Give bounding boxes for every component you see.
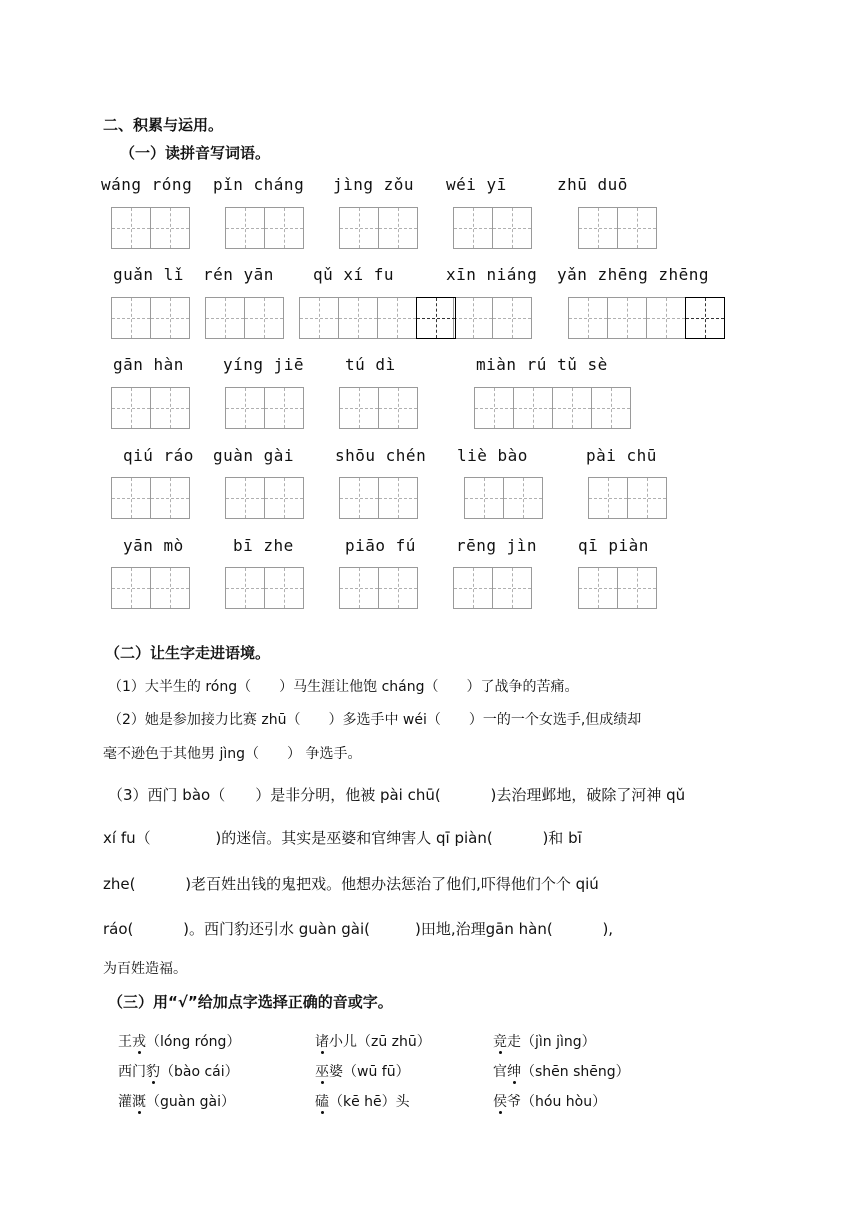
part2-title: （二）让生字走进语境。 [105, 644, 271, 662]
sentence-3c: zhe( )老百姓出钱的鬼把戏。他想办法惩治了他们,吓得他们个个 qiú [103, 875, 599, 893]
pinyin-label: yǎn zhēng zhēng [557, 265, 709, 284]
pinyin-label: guàn gài [213, 446, 295, 465]
sentence-3a: （3）西门 bào（ ）是非分明，他被 pài chū( )去治理邺地，破除了河神 qǔ [108, 786, 686, 804]
pinyin-label: pǐn cháng [213, 175, 305, 194]
sentence-2b: 毫不逊色于其他男 jìng（ ） 争选手。 [103, 746, 362, 762]
choice-item: 灌溉（guàn gài） [118, 1094, 236, 1110]
writing-grid[interactable] [474, 387, 631, 429]
pinyin-label: bī zhe [233, 536, 294, 555]
writing-grid[interactable] [339, 207, 418, 249]
writing-grid[interactable] [299, 297, 456, 339]
writing-grid[interactable] [225, 387, 304, 429]
choice-item: 王戎（lóng róng） [118, 1034, 241, 1050]
writing-grid[interactable] [111, 297, 190, 339]
sentence-3b: xí fu（ )的迷信。其实是巫婆和官绅害人 qī piàn( )和 bī [103, 829, 582, 847]
pinyin-label: wáng róng [101, 175, 193, 194]
writing-grid[interactable] [339, 477, 418, 519]
pinyin-label: liè bào [457, 446, 528, 465]
pinyin-label: piāo fú [345, 536, 416, 555]
pinyin-label: rén yān [203, 265, 274, 284]
pinyin-label: shōu chén [335, 446, 427, 465]
writing-grid[interactable] [339, 387, 418, 429]
writing-grid[interactable] [453, 207, 532, 249]
writing-grid[interactable] [205, 297, 284, 339]
writing-grid[interactable] [453, 567, 532, 609]
pinyin-label: xīn niáng [446, 265, 538, 284]
writing-grid[interactable] [464, 477, 543, 519]
pinyin-label: miàn rú tǔ sè [476, 355, 608, 374]
writing-grid[interactable] [453, 297, 532, 339]
writing-grid[interactable] [225, 477, 304, 519]
sentence-3d: ráo( )。西门豹还引水 guàn gài( )田地,治理gān hàn( ), [103, 920, 614, 938]
pinyin-label: jìng zǒu [333, 175, 415, 194]
part1-title: （一）读拼音写词语。 [120, 144, 271, 162]
pinyin-label: yíng jiē [223, 355, 305, 374]
pinyin-label: qǔ xí fu [313, 265, 395, 284]
pinyin-label: yān mò [123, 536, 184, 555]
part3-title: （三）用“√”给加点字选择正确的音或字。 [108, 993, 393, 1011]
sentence-3e: 为百姓造福。 [103, 961, 187, 977]
choice-item: 竞走（jìn jìng） [493, 1034, 596, 1050]
pinyin-label: rēng jìn [456, 536, 538, 555]
writing-grid[interactable] [339, 567, 418, 609]
pinyin-label: zhū duō [557, 175, 628, 194]
choice-item: 官绅（shēn shēng） [493, 1064, 630, 1080]
pinyin-label: qī piàn [578, 536, 649, 555]
writing-grid[interactable] [225, 567, 304, 609]
choice-item: 磕（kē hē）头 [315, 1094, 410, 1110]
writing-grid[interactable] [111, 207, 190, 249]
pinyin-label: tú dì [345, 355, 396, 374]
choice-item: 诸小儿（zū zhū） [315, 1034, 431, 1050]
pinyin-label: gān hàn [113, 355, 184, 374]
sentence-1: （1）大半生的 róng（ ）马生涯让他饱 cháng（ ）了战争的苦痛。 [108, 679, 579, 695]
writing-grid[interactable] [225, 207, 304, 249]
writing-grid[interactable] [578, 207, 657, 249]
writing-grid[interactable] [588, 477, 667, 519]
pinyin-label: pài chū [586, 446, 657, 465]
pinyin-label: wéi yī [446, 175, 507, 194]
section-title: 二、积累与运用。 [103, 116, 224, 134]
choice-item: 侯爷（hóu hòu） [493, 1094, 607, 1110]
writing-grid[interactable] [111, 567, 190, 609]
pinyin-label: guǎn lǐ [113, 265, 184, 284]
pinyin-label: qiú ráo [123, 446, 194, 465]
writing-grid[interactable] [568, 297, 725, 339]
writing-grid[interactable] [578, 567, 657, 609]
writing-grid[interactable] [111, 477, 190, 519]
choice-item: 西门豹（bào cái） [118, 1064, 239, 1080]
choice-item: 巫婆（wū fū） [315, 1064, 410, 1080]
writing-grid[interactable] [111, 387, 190, 429]
sentence-2a: （2）她是参加接力比赛 zhū（ ）多选手中 wéi（ ）一的一个女选手,但成绩却 [108, 712, 642, 728]
